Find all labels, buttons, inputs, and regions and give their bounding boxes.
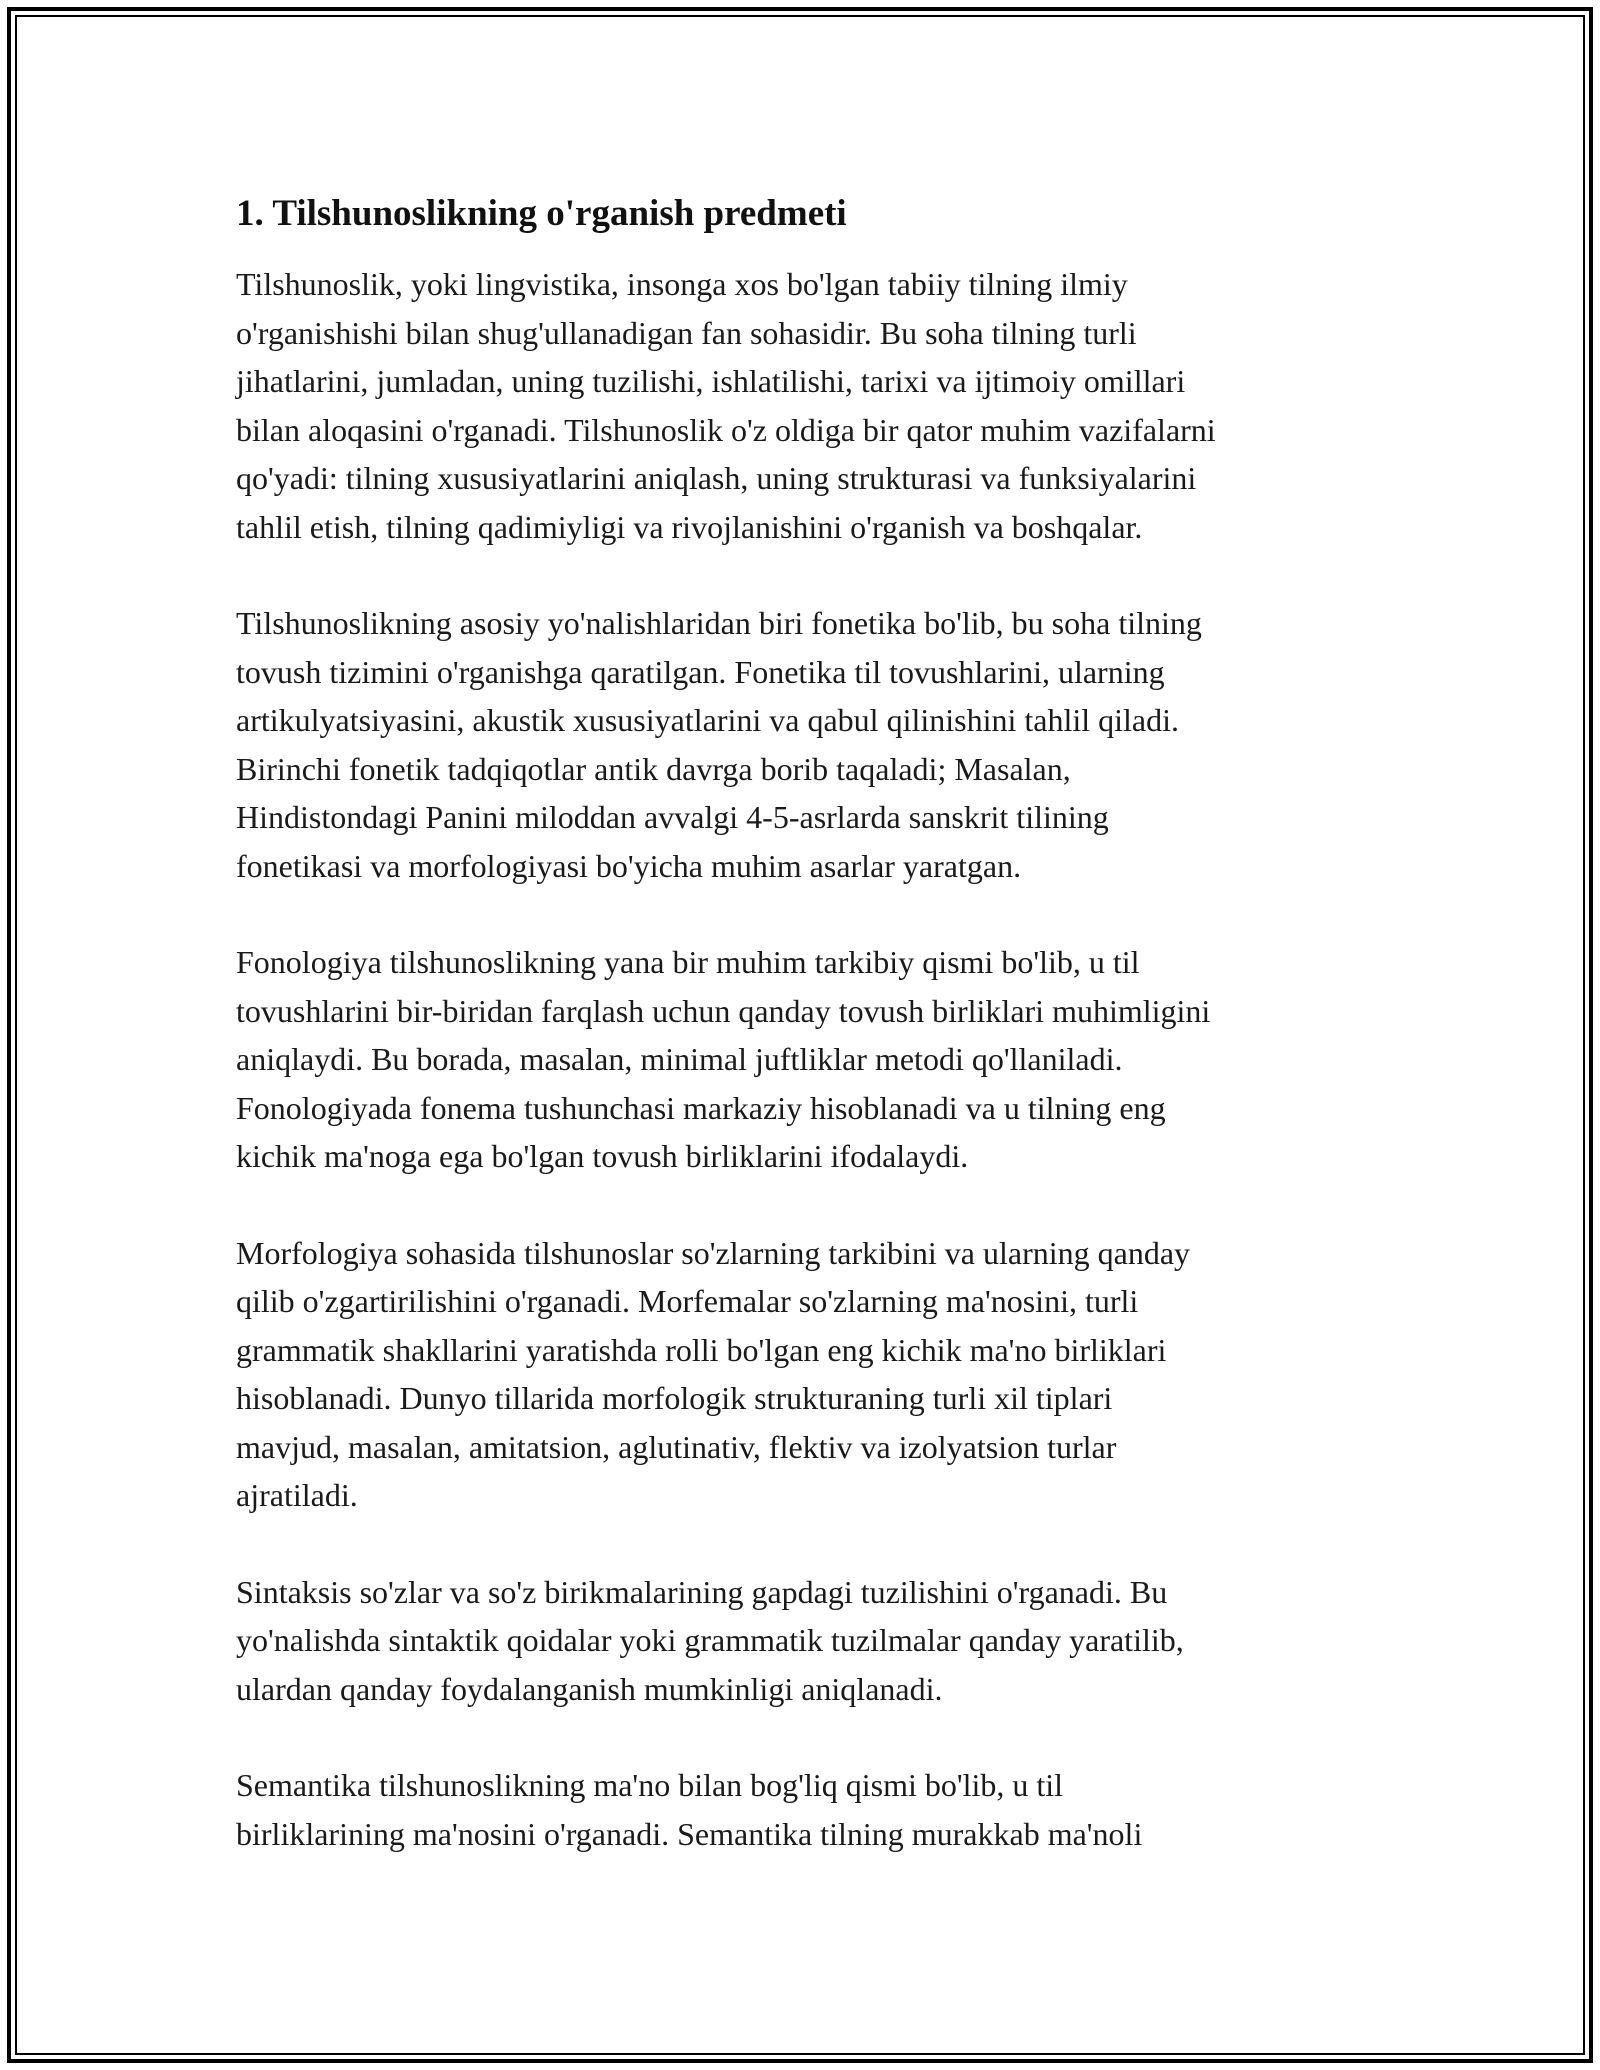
paragraph-line: artikulyatsiyasini, akustik xususiyatlarini va qabul qilinishini tahlil qiladi. <box>236 702 1179 738</box>
paragraph-list <box>236 260 1366 1858</box>
paragraph-line: Tilshunoslikning asosiy yo'nalishlaridan biri fonetika bo'lib, bu soha tilning <box>236 605 1202 641</box>
paragraph <box>236 1229 1366 1520</box>
paragraph-line: Semantika tilshunoslikning ma'no bilan bog'liq qismi bo'lib, u til <box>236 1767 1064 1803</box>
paragraph-line: Tilshunoslik, yoki lingvistika, insonga xos bo'lgan tabiiy tilning ilmiy <box>236 266 1128 302</box>
paragraph <box>236 599 1366 890</box>
paragraph-line: Birinchi fonetik tadqiqotlar antik davrga borib taqaladi; Masalan, <box>236 750 1071 787</box>
paragraph-line: mavjud, masalan, amitatsion, aglutinativ, flektiv va izolyatsion turlar <box>236 1428 1117 1465</box>
paragraph <box>236 938 1366 1181</box>
paragraph-line: hisoblanadi. Dunyo tillarida morfologik strukturaning turli xil tiplari <box>236 1380 1113 1416</box>
paragraph-line: kichik ma'noga ega bo'lgan tovush birliklarini ifodalaydi. <box>236 1138 969 1174</box>
paragraph-line: Fonologiyada fonema tushunchasi markaziy hisoblanadi va u tilning eng <box>236 1089 1166 1126</box>
paragraph-line: grammatik shakllarini yaratishda rolli bo'lgan eng kichik ma'no birliklari <box>236 1331 1167 1368</box>
paragraph-line: yo'nalishda sintaktik qoidalar yoki grammatik tuzilmalar qanday yaratilib, <box>236 1622 1184 1658</box>
paragraph-line: Morfologiya sohasida tilshunoslar so'zlarning tarkibini va ularning qanday <box>236 1234 1191 1271</box>
section-title: 1. Tilshunoslikning o'rganish predmeti <box>236 193 847 234</box>
paragraph-line: Sintaksis so'zlar va so'z birikmalarining gapdagi tuzilishini o'rganadi. Bu <box>236 1573 1168 1610</box>
paragraph-line: ajratiladi. <box>236 1477 358 1513</box>
paragraph-line: Fonologiya tilshunoslikning yana bir muhim tarkibiy qismi bo'lib, u til <box>236 944 1140 980</box>
paragraph-line: fonetikasi va morfologiyasi bo'yicha muhim asarlar yaratgan. <box>236 847 1022 884</box>
document-body <box>236 186 1366 1906</box>
paragraph-line: bilan aloqasini o'rganadi. Tilshunoslik o'z oldiga bir qator muhim vazifalarni <box>236 411 1216 448</box>
paragraph-line: jihatlarini, jumladan, uning tuzilishi, ishlatilishi, tarixi va ijtimoiy omillari <box>236 363 1186 399</box>
paragraph-line: ulardan qanday foydalanganish mumkinligi aniqlanadi. <box>236 1670 943 1707</box>
paragraph <box>236 260 1366 551</box>
paragraph-line: qo'yadi: tilning xususiyatlarini aniqlash, uning strukturasi va funksiyalarini <box>236 460 1197 496</box>
paragraph-line: qilib o'zgartirilishini o'rganadi. Morfemalar so'zlarning ma'nosini, turli <box>236 1283 1139 1319</box>
paragraph <box>236 1761 1366 1858</box>
paragraph-line: aniqlaydi. Bu borada, masalan, minimal juftliklar metodi qo'llaniladi. <box>236 1041 1123 1077</box>
paragraph-line: tovushlarini bir-biridan farqlash uchun qanday tovush birliklari muhimligini <box>236 992 1211 1029</box>
paragraph-line: o'rganishishi bilan shug'ullanadigan fan sohasidir. Bu soha tilning turli <box>236 314 1137 351</box>
paragraph-line: tahlil etish, tilning qadimiyligi va rivojlanishini o'rganish va boshqalar. <box>236 508 1143 545</box>
paragraph-line: tovush tizimini o'rganishga qaratilgan. Fonetika til tovushlarini, ularning <box>236 653 1165 690</box>
paragraph-line: Hindistondagi Panini miloddan avvalgi 4-5-asrlarda sanskrit tilining <box>236 799 1109 835</box>
paragraph-line: birliklarining ma'nosini o'rganadi. Semantika tilning murakkab ma'noli <box>236 1815 1143 1852</box>
paragraph <box>236 1568 1366 1714</box>
